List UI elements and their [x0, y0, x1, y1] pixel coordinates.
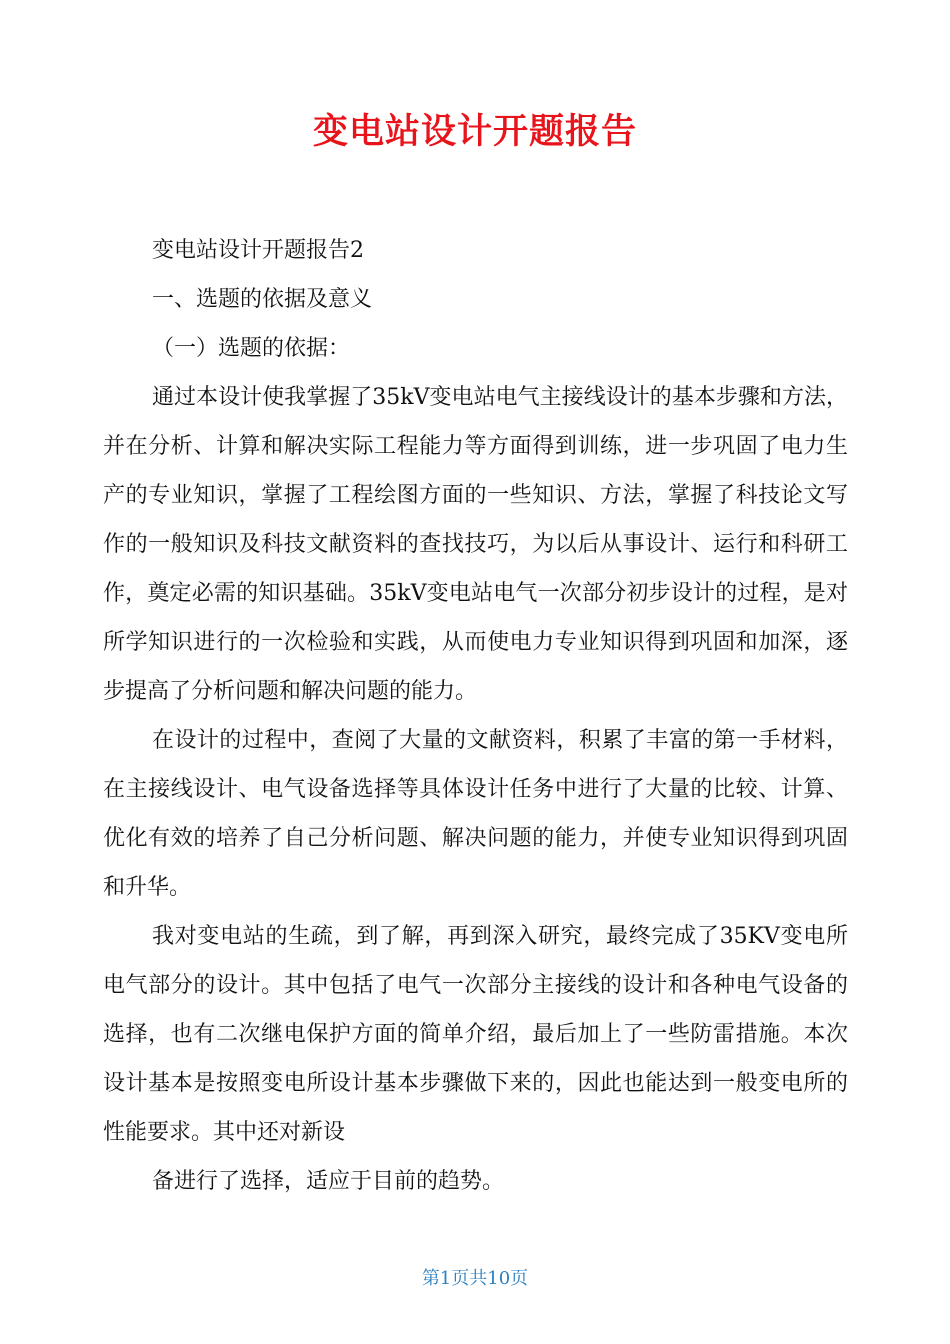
paragraph: 我对变电站的生疏，到了解，再到深入研究，最终完成了35KV变电所电气部分的设计。其中包括了电气一次部分主接线的设计和各种电气设备的选择，也有二次继电保护方面的简单介绍，最后加上了一些防雷措施。本次设计基本是按照变电所设计基本步骤做下来的，因此也能达到一般变电所的性能要求。其中还对新设: [103, 924, 848, 1145]
page-number: 第1页共10页: [421, 1268, 529, 1289]
section-heading: 一、选题的依据及意义: [152, 287, 373, 312]
paragraph: 在设计的过程中，查阅了大量的文献资料，积累了丰富的第一手材料，在主接线设计、电气设备选择等具体设计任务中进行了大量的比较、计算、优化有效的培养了自己分析问题、解决问题的能力，并使专业知识得到巩固和升华。: [103, 728, 848, 900]
subsection-heading: （一）选题的依据：: [152, 336, 351, 361]
document-body: [103, 226, 848, 1206]
document-subtitle: 变电站设计开题报告2: [152, 238, 364, 263]
document-title: 变电站设计开题报告: [312, 112, 637, 152]
paragraph: 通过本设计使我掌握了35kV变电站电气主接线设计的基本步骤和方法，并在分析、计算和解决实际工程能力等方面得到训练，进一步巩固了电力生产的专业知识，掌握了工程绘图方面的一些知识、方法，掌握了科技论文写作的一般知识及科技文献资料的查找技巧，为以后从事设计、运行和科研工作，奠定必需的知识基础。35kV变电站电气一次部分初步设计的过程，是对所学知识进行的一次检验和实践，从而使电力专业知识得到巩固和加深，逐步提高了分析问题和解决问题的能力。: [103, 385, 848, 704]
paragraph: 备进行了选择，适应于目前的趋势。: [152, 1169, 505, 1194]
